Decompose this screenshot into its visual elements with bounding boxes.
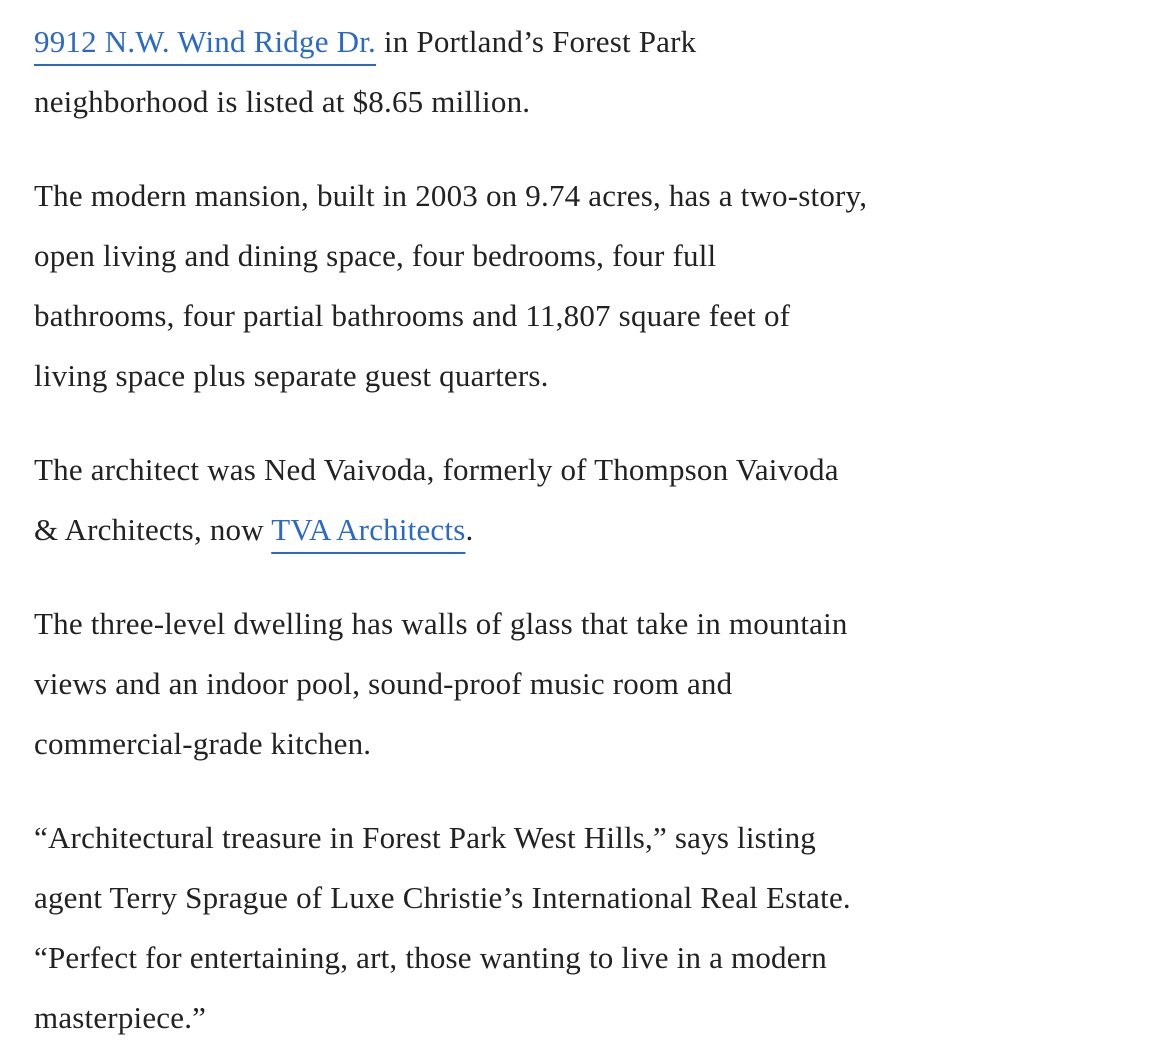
text-run: open living and dining space, four bedrooms, four full	[34, 238, 717, 273]
text-run: bathrooms, four partial bathrooms and 11,807 square feet of	[34, 298, 791, 333]
address-link[interactable]: 9912 N.W. Wind Ridge Dr.	[34, 24, 376, 59]
text-run: living space plus separate guest quarters.	[34, 358, 549, 393]
paragraph	[34, 12, 1124, 132]
paragraph	[34, 440, 1124, 560]
text-run: The three-level dwelling has walls of glass that take in mountain	[34, 606, 848, 641]
text-run: in Portland’s Forest Park	[375, 24, 697, 59]
text-run: “Perfect for entertaining, art, those wanting to live in a modern	[34, 940, 827, 975]
paragraph	[34, 594, 1124, 774]
text-run: masterpiece.”	[34, 1000, 207, 1035]
tva-architects-link[interactable]: TVA Architects	[271, 512, 466, 547]
text-run: The architect was Ned Vaivoda, formerly of Thompson Vaivoda	[34, 452, 839, 487]
paragraph	[34, 808, 1124, 1048]
text-run: “Architectural treasure in Forest Park West Hills,” says listing	[34, 820, 816, 855]
text-run: views and an indoor pool, sound-proof music room and	[34, 666, 733, 701]
text-run: .	[465, 512, 474, 547]
paragraph	[34, 166, 1124, 406]
text-run: neighborhood is listed at $8.65 million.	[34, 84, 531, 119]
text-run: commercial-grade kitchen.	[34, 726, 372, 761]
text-run: The modern mansion, built in 2003 on 9.74 acres, has a two-story,	[34, 178, 868, 213]
text-run: agent Terry Sprague of Luxe Christie’s International Real Estate.	[34, 880, 851, 915]
text-run: & Architects, now	[34, 512, 272, 547]
